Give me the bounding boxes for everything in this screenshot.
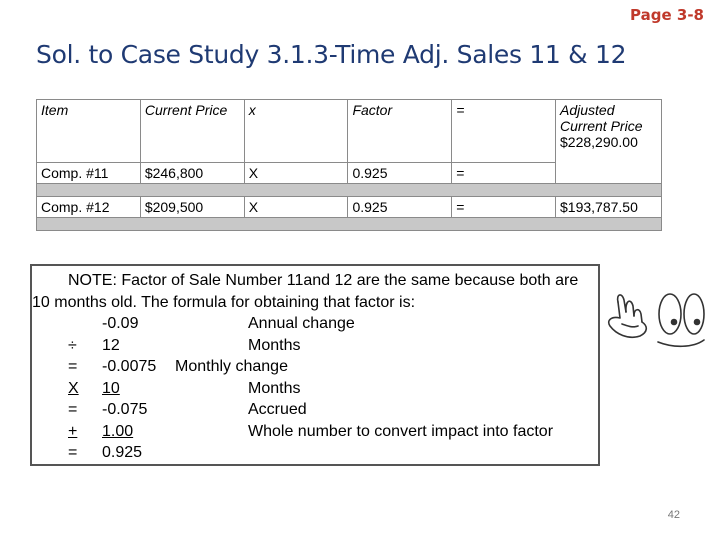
slide-title: Sol. to Case Study 3.1.3-Time Adj. Sales 11 & 12 bbox=[36, 40, 627, 69]
calc-desc: Whole number to convert impact into factor bbox=[248, 422, 554, 440]
sales-table bbox=[36, 99, 662, 231]
cell-price: $209,500 bbox=[140, 197, 244, 218]
spacer-cell bbox=[37, 184, 662, 197]
header-equals: = bbox=[452, 100, 556, 163]
table-spacer-row bbox=[37, 184, 662, 197]
calc-row bbox=[32, 421, 598, 442]
calc-value: -0.0075 bbox=[102, 358, 157, 375]
hand-and-eyes-icon bbox=[598, 282, 708, 352]
calc-value: -0.075 bbox=[102, 401, 148, 418]
calc-op: + bbox=[68, 422, 78, 440]
calc-row bbox=[32, 335, 598, 356]
header-current-price: Current Price bbox=[140, 100, 244, 163]
calc-op: ÷ bbox=[68, 336, 77, 354]
calc-desc: Months bbox=[248, 336, 301, 354]
cell-adjusted-11: $228,290.00 bbox=[560, 134, 638, 150]
table-header-row bbox=[37, 100, 662, 163]
spacer-cell bbox=[37, 218, 662, 231]
cell-equals: = bbox=[452, 197, 556, 218]
calc-op: = bbox=[68, 358, 78, 375]
header-x: x bbox=[244, 100, 348, 163]
table-row bbox=[37, 197, 662, 218]
note-box bbox=[30, 264, 600, 466]
calc-op: = bbox=[68, 444, 78, 461]
cell-price: $246,800 bbox=[140, 163, 244, 184]
table-spacer-row bbox=[37, 218, 662, 231]
calc-desc: Accrued bbox=[248, 401, 307, 418]
calc-value: -0.09 bbox=[102, 315, 139, 332]
header-factor: Factor bbox=[348, 100, 452, 163]
header-item: Item bbox=[37, 100, 141, 163]
cell-equals: = bbox=[452, 163, 556, 184]
calc-desc: Annual change bbox=[248, 315, 355, 332]
cell-x: X bbox=[244, 197, 348, 218]
cell-x: X bbox=[244, 163, 348, 184]
note-paragraph bbox=[32, 270, 598, 313]
page-number: 42 bbox=[667, 509, 680, 521]
page-label: Page 3-8 bbox=[630, 6, 704, 24]
calc-desc: Months bbox=[248, 379, 301, 397]
calc-value: 1.00 bbox=[102, 422, 134, 440]
calc-op: X bbox=[68, 379, 79, 397]
calc-row bbox=[32, 399, 598, 420]
calc-value: 12 bbox=[102, 336, 120, 354]
calc-row bbox=[32, 378, 598, 399]
cell-adjusted: $193,787.50 bbox=[556, 197, 662, 218]
calc-row bbox=[32, 313, 598, 334]
cell-item: Comp. #11 bbox=[37, 163, 141, 184]
header-adjusted-label: Adjusted Current Price bbox=[560, 102, 643, 134]
header-adjusted-price bbox=[556, 100, 662, 184]
calc-row bbox=[32, 356, 598, 377]
calc-value: 0.925 bbox=[102, 444, 143, 461]
calc-row bbox=[32, 442, 598, 463]
note-text: : Factor of Sale Number 11and 12 are the same because both are 10 months old. The formula for obtaining that factor is: bbox=[32, 272, 579, 311]
cell-item: Comp. #12 bbox=[37, 197, 141, 218]
cell-factor: 0.925 bbox=[348, 163, 452, 184]
calc-desc: Monthly change bbox=[175, 358, 288, 375]
calc-op: = bbox=[68, 401, 78, 418]
calc-value: 10 bbox=[102, 379, 120, 397]
note-label: NOTE bbox=[68, 272, 113, 289]
cell-factor: 0.925 bbox=[348, 197, 452, 218]
